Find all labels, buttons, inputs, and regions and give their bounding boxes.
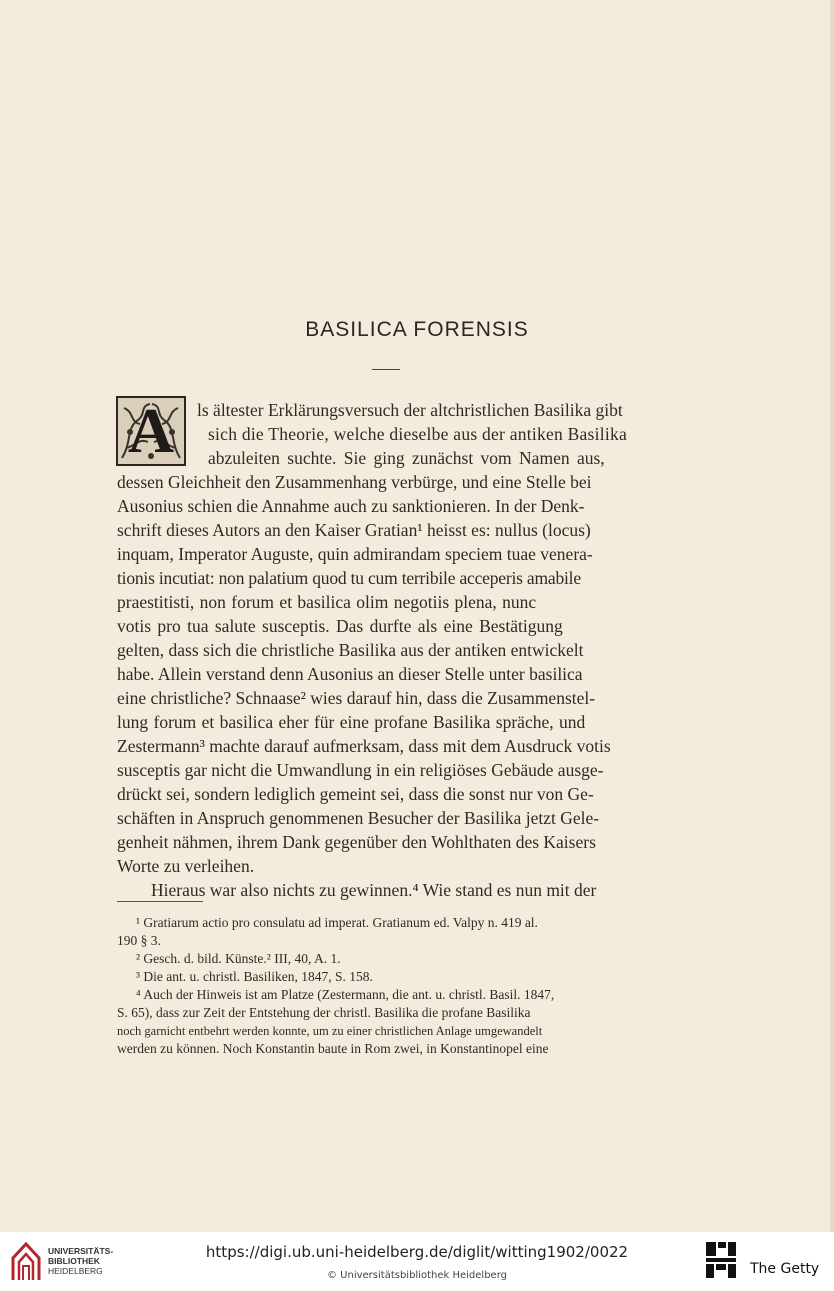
page-edge (830, 0, 834, 1232)
initial-letter: A (127, 396, 175, 466)
footnote-line: werden zu können. Noch Konstantin baute in Rom zwei, in Konstantinopel eine (117, 1041, 549, 1056)
body-line: sich die Theorie, welche dieselbe aus der antiken Basilika (208, 424, 627, 444)
getty-logo-icon[interactable] (704, 1240, 738, 1280)
footnote-rule (117, 901, 203, 902)
body-line: votis pro tua salute susceptis. Das durfte als eine Bestätigung (117, 616, 563, 636)
footnote-line: ² Gesch. d. bild. Künste.² III, 40, A. 1. (136, 951, 341, 966)
body-line: tionis incutiat: non palatium quod tu cum terribile acceperis amabile (117, 568, 581, 588)
footnote-line: 190 § 3. (117, 933, 161, 948)
body-line: praestitisti, non forum et basilica olim negotiis plena, nunc (117, 592, 537, 612)
library-name-line: BIBLIOTHEK (48, 1256, 100, 1266)
library-name-line: HEIDELBERG (48, 1266, 103, 1276)
footnote-line: ³ Die ant. u. christl. Basiliken, 1847, S. 158. (136, 969, 373, 984)
body-line: Hieraus war also nichts zu gewinnen.⁴ Wie stand es nun mit der (151, 880, 597, 900)
body-line: lung forum et basilica eher für eine profane Basilika spräche, und (117, 712, 586, 732)
footnote-line: ¹ Gratiarum actio pro consulatu ad imperat. Gratianum ed. Valpy n. 419 al. (136, 915, 538, 930)
body-line: inquam, Imperator Auguste, quin admirandam speciem tuae venera- (117, 544, 593, 564)
body-line: eine christliche? Schnaase² wies darauf hin, dass die Zusammenstel- (117, 688, 596, 708)
body-line: habe. Allein verstand denn Ausonius an dieser Stelle unter basilica (117, 664, 583, 684)
body-line: drückt sei, sondern lediglich gemeint sei, dass die sonst nur von Ge- (117, 784, 594, 804)
body-line: dessen Gleichheit den Zusammenhang verbürge, und eine Stelle bei (117, 472, 592, 492)
getty-name[interactable]: The Getty (750, 1261, 820, 1277)
footnote-line: S. 65), dass zur Zeit der Entstehung der christl. Basilika die profane Basilika (117, 1005, 531, 1020)
body-line: Ausonius schien die Annahme auch zu sanktionieren. In der Denk- (117, 496, 585, 516)
body-line: Worte zu verleihen. (117, 856, 255, 876)
body-line: genheit nähmen, ihrem Dank gegenüber den Wohlthaten des Kaisers (117, 832, 596, 852)
body-line: abzuleiten suchte. Sie ging zunächst vom Namen aus, (208, 448, 605, 468)
copyright-notice: © Universitätsbibliothek Heidelberg (326, 1270, 507, 1281)
footnote-line: ⁴ Auch der Hinweis ist am Platze (Zestermann, die ant. u. christl. Basil. 1847, (136, 987, 555, 1002)
page-title: BASILICA FORENSIS (305, 318, 529, 341)
library-name-line: UNIVERSITÄTS- (48, 1246, 114, 1256)
title-rule (372, 369, 400, 370)
body-line: gelten, dass sich die christliche Basilika aus der antiken entwickelt (117, 640, 584, 660)
body-line: schäften in Anspruch genommenen Besucher der Basilika jetzt Gele- (117, 808, 600, 828)
body-line: Zestermann³ machte darauf aufmerksam, dass mit dem Ausdruck votis (117, 736, 611, 756)
permalink-url[interactable]: https://digi.ub.uni-heidelberg.de/diglit/witting1902/0022 (205, 1243, 629, 1261)
body-line: susceptis gar nicht die Umwandlung in ein religiöses Gebäude ausge- (117, 760, 604, 780)
body-line: ls ältester Erklärungsversuch der altchristlichen Basilika gibt (197, 400, 623, 420)
decorated-initial (116, 396, 186, 466)
body-line: schrift dieses Autors an den Kaiser Gratian¹ heisst es: nullus (locus) (117, 520, 591, 540)
footnote-line: noch garnicht entbehrt werden konnte, um zu einer christlichen Anlage umgewandelt (117, 1024, 543, 1038)
